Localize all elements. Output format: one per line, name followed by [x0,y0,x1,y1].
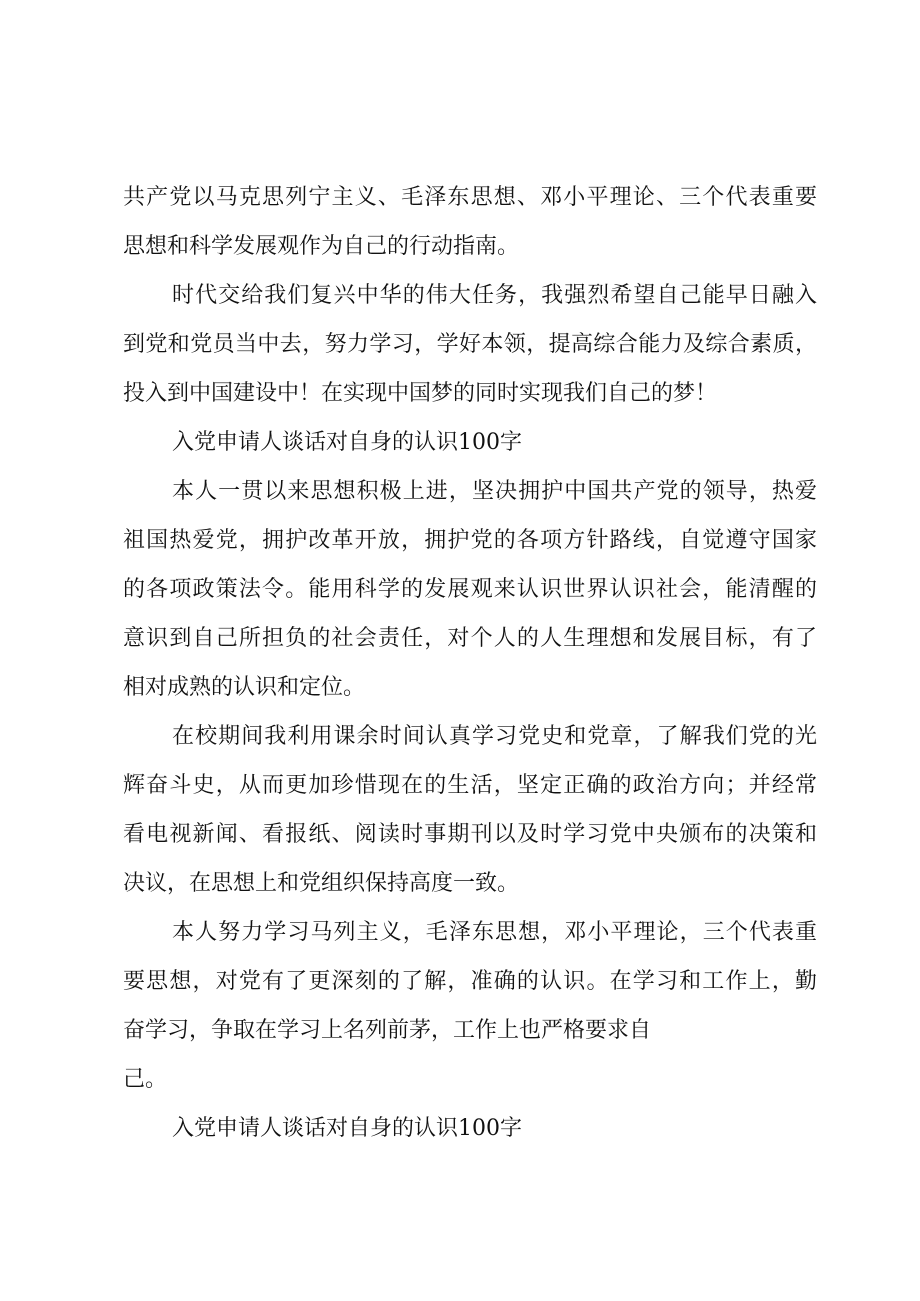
paragraph-line: 辉奋斗史，从而更加珍惜现在的生活，坚定正确的政治方向；并经常 [123,773,817,798]
paragraph-line: 到党和党员当中去，努力学习，学好本领，提高综合能力及综合素质， [123,332,817,357]
paragraph-line: 奋学习，争取在学习上名列前茅，工作上也严格要求自 [123,1018,652,1043]
paragraph-line: 决议，在思想上和党组织保持高度一致。 [123,871,520,896]
paragraph-line: 时代交给我们复兴中华的伟大任务，我强烈希望自己能早日融入 [172,283,817,308]
section-heading: 入党申请人谈话对自身的认识100字 [172,430,522,455]
paragraph-line: 在校期间我利用课余时间认真学习党史和党章，了解我们党的光 [172,724,817,749]
paragraph-line: 共产党以马克思列宁主义、毛泽东思想、邓小平理论、三个代表重要 [123,185,817,210]
paragraph-line: 祖国热爱党，拥护改革开放，拥护党的各项方针路线，自觉遵守国家 [123,528,817,553]
paragraph-line: 本人一贯以来思想积极上进，坚决拥护中国共产党的领导，热爱 [172,479,817,504]
section-heading: 入党申请人谈话对自身的认识100字 [172,1116,522,1141]
paragraph-line: 意识到自己所担负的社会责任，对个人的人生理想和发展目标，有了 [123,626,817,651]
paragraph-line: 相对成熟的认识和定位。 [123,675,366,700]
paragraph-line: 本人努力学习马列主义，毛泽东思想，邓小平理论，三个代表重 [172,920,817,945]
paragraph-line: 的各项政策法令。能用科学的发展观来认识世界认识社会，能清醒的 [123,577,817,602]
paragraph-line: 己。 [123,1067,168,1092]
paragraph-line: 看电视新闻、看报纸、阅读时事期刊以及时学习党中央颁布的决策和 [123,822,817,847]
paragraph-line: 思想和科学发展观作为自己的行动指南。 [123,234,520,259]
paragraph-line: 要思想，对党有了更深刻的了解，准确的认识。在学习和工作上，勤 [123,969,817,994]
paragraph-line: 投入到中国建设中！在实现中国梦的同时实现我们自己的梦！ [123,381,718,406]
